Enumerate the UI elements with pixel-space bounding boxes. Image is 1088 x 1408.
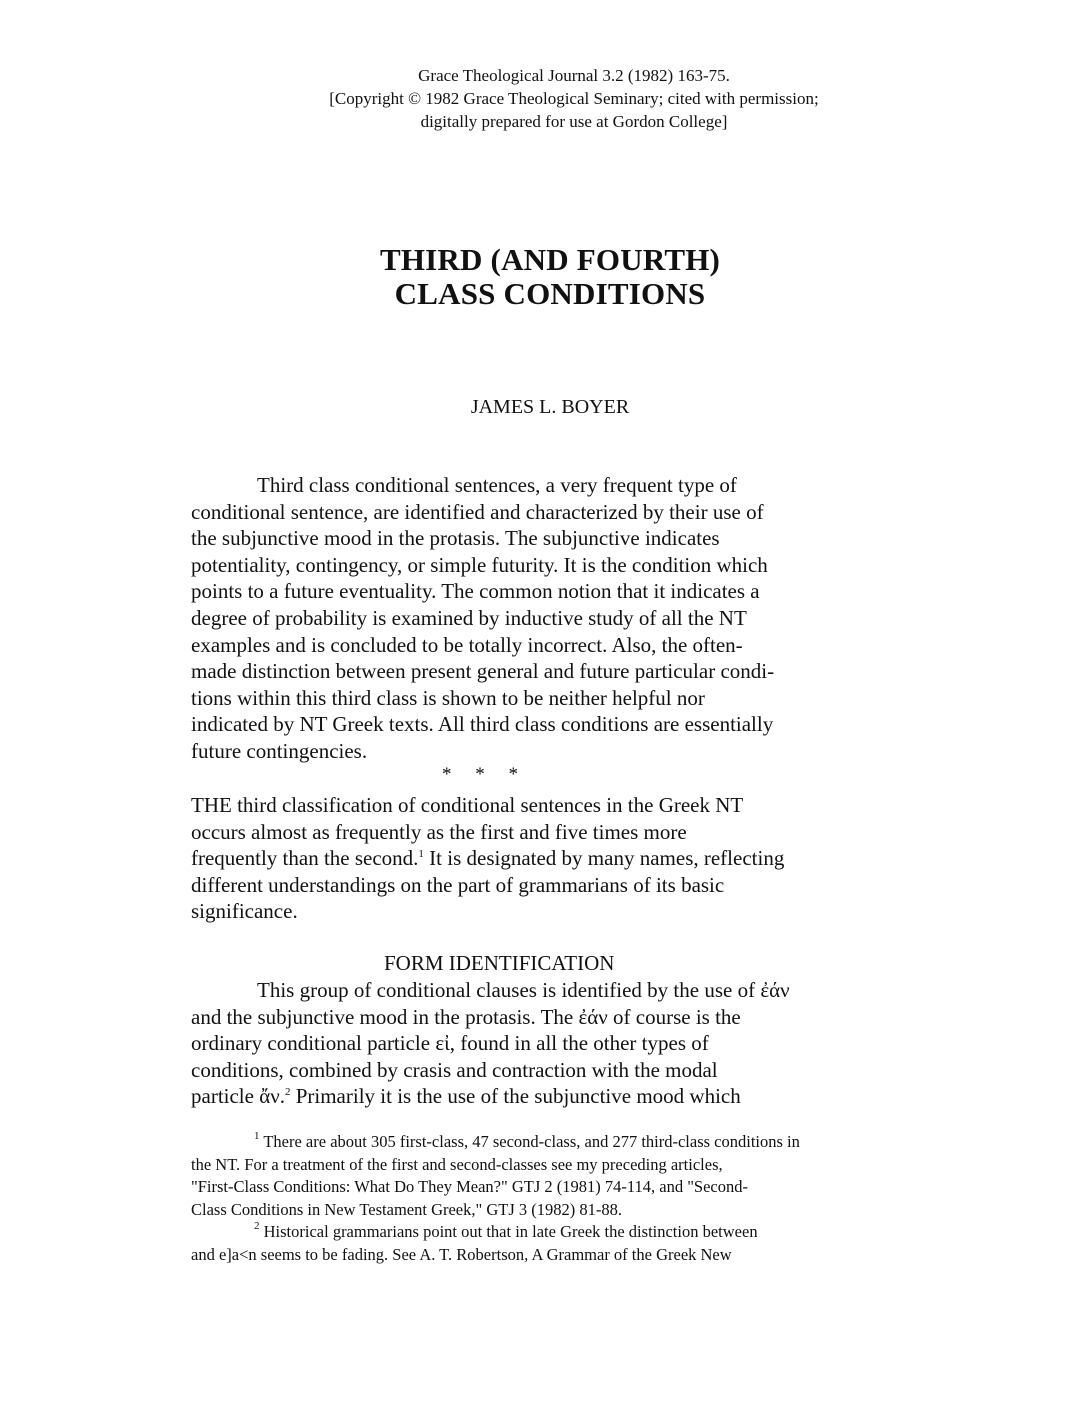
abstract-line: the subjunctive mood in the protasis. The subjunctive indicates	[191, 526, 720, 551]
abstract-line: tions within this third class is shown to be neither helpful nor	[191, 685, 705, 710]
header-copyright: [Copyright © 1982 Grace Theological Seminary; cited with permission;	[329, 89, 819, 108]
abstract-line: potentiality, contingency, or simple futurity. It is the condition which	[191, 552, 768, 577]
abstract-line: points to a future eventuality. The common notion that it indicates a	[191, 579, 760, 604]
form-text: Primarily it is the use of the subjunctive mood which	[290, 1084, 741, 1109]
section-heading: FORM IDENTIFICATION	[384, 951, 615, 975]
intro-text: frequently than the second.	[191, 846, 419, 871]
title-line-1: THIRD (AND FOURTH)	[379, 242, 721, 277]
footnote-2	[191, 1221, 911, 1244]
form-line: ordinary conditional particle εἰ, found in all the other types of	[191, 1031, 709, 1056]
abstract-line: degree of probability is examined by inductive study of all the NT	[191, 605, 747, 630]
footnote-line: and e]a<n seems to be fading. See A. T. Robertson, A Grammar of the Greek New	[191, 1244, 732, 1264]
article-title	[0, 243, 1088, 311]
intro-line: different understandings on the part of grammarians of its basic	[191, 872, 725, 897]
author-name: JAMES L. BOYER	[470, 396, 630, 418]
intro-line: THE third classification of conditional sentences in the Greek NT	[191, 793, 744, 817]
abstract-line: indicated by NT Greek texts. All third class conditions are essentially	[191, 712, 774, 737]
form-paragraph	[191, 977, 891, 1110]
abstract-line: examples and is concluded to be totally incorrect. Also, the often-	[191, 632, 743, 657]
abstract-line: conditional sentence, are identified and characterized by their use of	[191, 499, 764, 524]
abstract-line: made distinction between present general and future particular condi-	[191, 659, 775, 684]
form-line	[191, 1083, 891, 1110]
intro-line	[191, 845, 891, 872]
section-separator: * * *	[442, 764, 518, 785]
header-citation: Grace Theological Journal 3.2 (1982) 163-75.	[418, 66, 730, 85]
footnotes	[191, 1131, 911, 1266]
journal-header	[0, 64, 1088, 133]
footnote-number: 2	[254, 1220, 260, 1232]
abstract-line: future contingencies.	[191, 738, 368, 763]
footnote-line: "First-Class Conditions: What Do They Mean?" GTJ 2 (1981) 74-114, and "Second-	[191, 1177, 749, 1196]
form-text: particle ἄν.	[191, 1084, 285, 1109]
footnote-number: 1	[254, 1130, 260, 1142]
footnote-line: the NT. For a treatment of the first and second-classes see my preceding articles,	[191, 1154, 723, 1174]
footnote-ref-1[interactable]: 1	[418, 848, 424, 861]
form-line: This group of conditional clauses is identified by the use of ἐάν	[257, 978, 790, 1002]
form-line: and the subjunctive mood in the protasis. The ἐάν of course is the	[191, 1004, 741, 1029]
header-digital-note: digitally prepared for use at Gordon College]	[420, 112, 728, 131]
title-line-2: CLASS CONDITIONS	[394, 276, 706, 311]
intro-paragraph	[191, 792, 891, 925]
footnote-line: Class Conditions in New Testament Greek," GTJ 3 (1982) 81-88.	[191, 1199, 623, 1219]
intro-line: significance.	[191, 899, 298, 924]
intro-line: occurs almost as frequently as the first and five times more	[191, 819, 687, 844]
footnote-text: There are about 305 first-class, 47 second-class, and 277 third-class conditions in	[259, 1132, 800, 1151]
form-line: conditions, combined by crasis and contraction with the modal	[191, 1057, 718, 1082]
footnote-text: Historical grammarians point out that in late Greek the distinction between	[259, 1222, 758, 1241]
footnote-1	[191, 1131, 911, 1154]
footnote-ref-2[interactable]: 2	[284, 1086, 291, 1099]
abstract-line: Third class conditional sentences, a very frequent type of	[257, 473, 737, 497]
abstract	[191, 472, 891, 765]
intro-text: It is designated by many names, reflecting	[423, 846, 785, 871]
